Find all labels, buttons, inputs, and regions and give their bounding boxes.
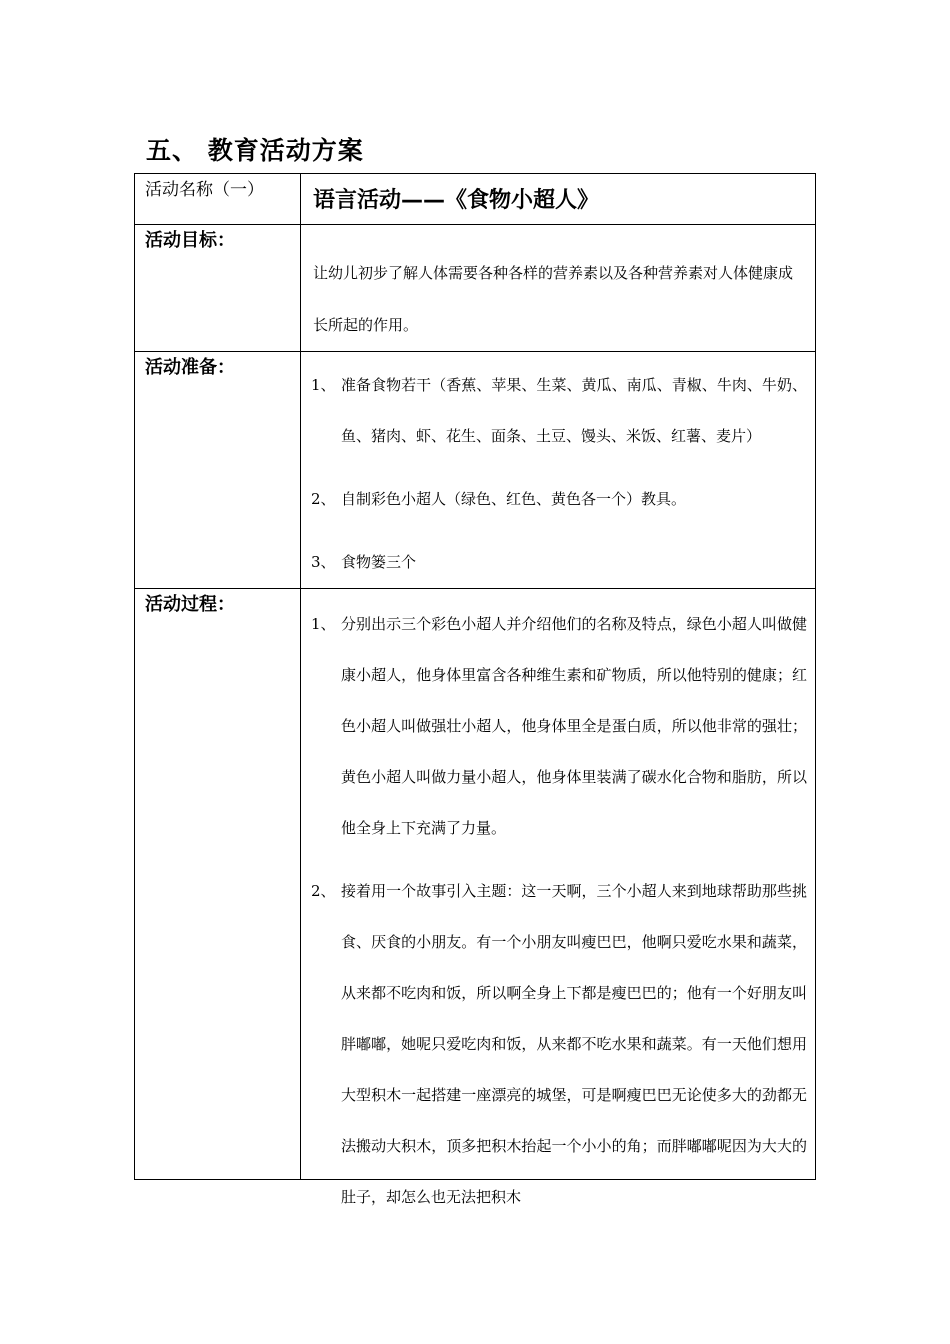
list-item — [301, 474, 815, 525]
value-cell — [301, 225, 816, 352]
activity-title: 语言活动——《食物小超人》 — [313, 188, 600, 213]
preparation-list — [301, 352, 815, 588]
row-activity-goal — [135, 225, 816, 352]
label-cell — [135, 174, 301, 225]
item-text: 分别出示三个彩色小超人并介绍他们的名称及特点，绿色小超人叫做健康小超人，他身体里富含各种维生素和矿物质，所以他特别的健康；红色小超人叫做强壮小超人，他身体里全是蛋白质，所以他非常的强壮；黄色小超人叫做力量小超人，他身体里装满了碳水化合物和脂肪，所以他全身上下充满了力量。 — [341, 615, 807, 837]
activity-name-label: 活动名称（一） — [145, 180, 264, 200]
row-activity-process — [135, 589, 816, 1180]
activity-preparation-label: 活动准备： — [145, 357, 235, 378]
list-item — [301, 537, 815, 588]
value-cell — [301, 589, 816, 1206]
activity-goal-text: 让幼儿初步了解人体需要各种各样的营养素以及各种营养素对人体健康成长所起的作用。 — [313, 264, 794, 334]
item-number: 1、 — [311, 615, 336, 633]
list-item — [301, 360, 815, 462]
item-text: 自制彩色小超人（绿色、红色、黄色各一个）教具。 — [341, 490, 687, 508]
value-cell — [301, 174, 816, 225]
item-text: 食物篓三个 — [341, 553, 417, 571]
item-number: 1、 — [311, 376, 336, 394]
list-item — [301, 599, 815, 854]
item-number: 2、 — [311, 882, 336, 900]
process-list — [301, 589, 815, 1206]
section-heading: 五、 教育活动方案 — [146, 136, 364, 165]
item-text: 准备食物若干（香蕉、苹果、生菜、黄瓜、南瓜、青椒、牛肉、牛奶、鱼、猪肉、虾、花生、面条、土豆、馒头、米饭、红薯、麦片） — [341, 376, 807, 445]
row-activity-name — [135, 174, 816, 225]
item-text: 接着用一个故事引入主题：这一天啊，三个小超人来到地球帮助那些挑食、厌食的小朋友。有一个小朋友叫瘦巴巴，他啊只爱吃水果和蔬菜，从来都不吃肉和饭，所以啊全身上下都是瘦巴巴的；他有一个好朋友叫胖嘟嘟，她呢只爱吃肉和饭，从来都不吃水果和蔬菜。有一天他们想用大型积木一起搭建一座漂亮的城堡，可是啊瘦巴巴无论使多大的劲都无法搬动大积木，顶多把积木抬起一个小小的角；而胖嘟嘟呢因为大大的肚子，却怎么也无法把积木 — [341, 882, 807, 1206]
activity-goal-label: 活动目标： — [145, 230, 235, 251]
value-cell — [301, 352, 816, 589]
item-number: 2、 — [311, 490, 336, 508]
activity-plan-table — [134, 173, 816, 1206]
label-cell — [135, 352, 301, 589]
list-item — [301, 866, 815, 1223]
item-number: 3、 — [311, 553, 336, 571]
activity-process-label: 活动过程： — [145, 594, 235, 615]
label-cell — [135, 225, 301, 352]
row-activity-preparation — [135, 352, 816, 589]
label-cell — [135, 589, 301, 1180]
